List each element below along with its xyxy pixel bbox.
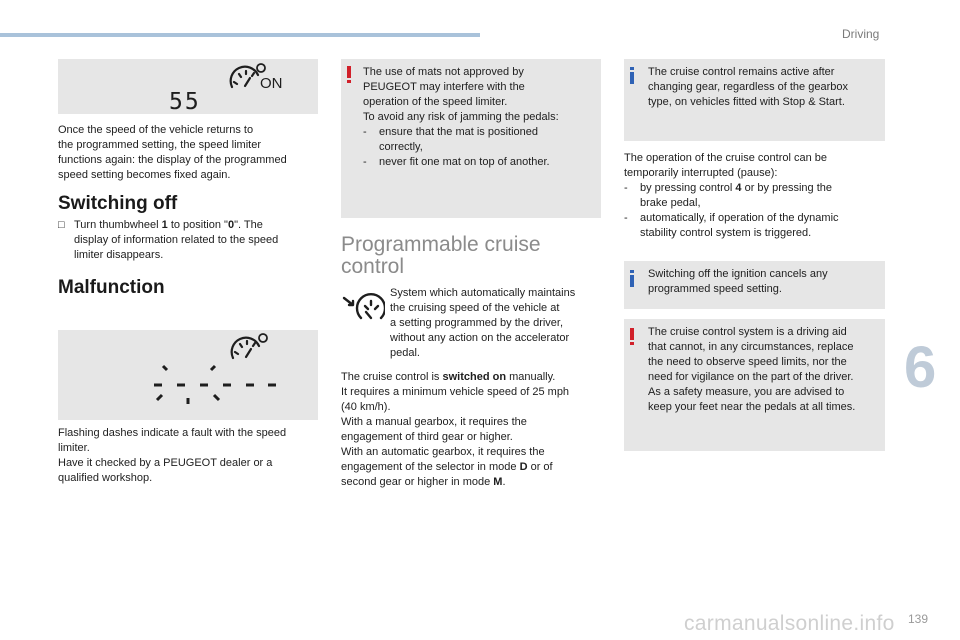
section-heading: Programmable cruise control — [341, 233, 541, 278]
malfunction-paragraph: Flashing dashes indicate a fault with the speed limiter. Have it checked by a PEUGEOT dealer or a qualified workshop. — [58, 427, 287, 484]
display-speed-digits: 55 — [169, 89, 201, 115]
driving-aid-warning-box: The cruise control system is a driving aid that cannot, in any circumstances, replace the need to observe speed limits, nor the need for vigilance on the part of the driver. As a safety measure, you are advised to keep your feet near the pedals at all times. — [624, 319, 885, 451]
malfunction-heading: Malfunction — [58, 277, 165, 298]
stop-start-info-box: The cruise control remains active after changing gear, regardless of the gearbox type, on vehicles fitted with Stop & Start. — [624, 59, 885, 141]
switching-off-heading: Switching off — [58, 193, 178, 214]
fault-display-panel — [58, 330, 318, 420]
cruise-body-paragraph: The cruise control is switched on manually. It requires a minimum vehicle speed of 25 mph (40 km/h). With a manual gearbox, it requires the engagement of third gear or higher. With an automatic gearbox, it requires the engagement of the selector in mode D or of second gear or higher in mode M. — [341, 371, 570, 488]
section-title: Driving — [842, 27, 880, 41]
info-icon — [629, 270, 635, 287]
switch-off-instruction: □ Turn thumbwheel 1 to position "0". The display of information related to the speed limiter disappears. — [58, 219, 279, 261]
info-icon — [629, 67, 635, 84]
warning-icon — [629, 328, 635, 345]
mats-warning-box: The use of mats not approved by PEUGEOT may interfere with the operation of the speed limiter. To avoid any risk of jamming the pedals: - ensure that the mat is positioned correctly, - never fit one mat on top of another. — [341, 59, 601, 218]
watermark: carmanualsonline.info — [684, 612, 895, 635]
ignition-info-box: Switching off the ignition cancels any programmed speed setting. — [624, 261, 885, 309]
page-number: 139 — [908, 612, 929, 626]
intro-paragraph: Once the speed of the vehicle returns to the programmed setting, the speed limiter functions again: the display of the programmed speed setting becomes fixed again. — [58, 124, 287, 181]
fault-dashes-icon — [58, 330, 318, 420]
arrow-bullet-icon: □ — [58, 219, 65, 231]
cruise-control-icon — [341, 290, 385, 330]
cruise-description: System which automatically maintains the cruising speed of the vehicle at a setting programmed by the driver, without any action on the accelerator pedal. — [390, 287, 576, 359]
header-accent-bar — [0, 33, 480, 37]
chapter-number: 6 — [904, 335, 937, 400]
warning-icon — [346, 66, 352, 83]
speed-limiter-display-panel — [58, 59, 318, 114]
pause-paragraph: The operation of the cruise control can be temporarily interrupted (pause): - by pressing control 4 or by pressing the brake pedal, - automatically, if operation of the dynamic stability control system is triggered. — [624, 152, 839, 239]
display-on-label: ON — [260, 75, 283, 92]
